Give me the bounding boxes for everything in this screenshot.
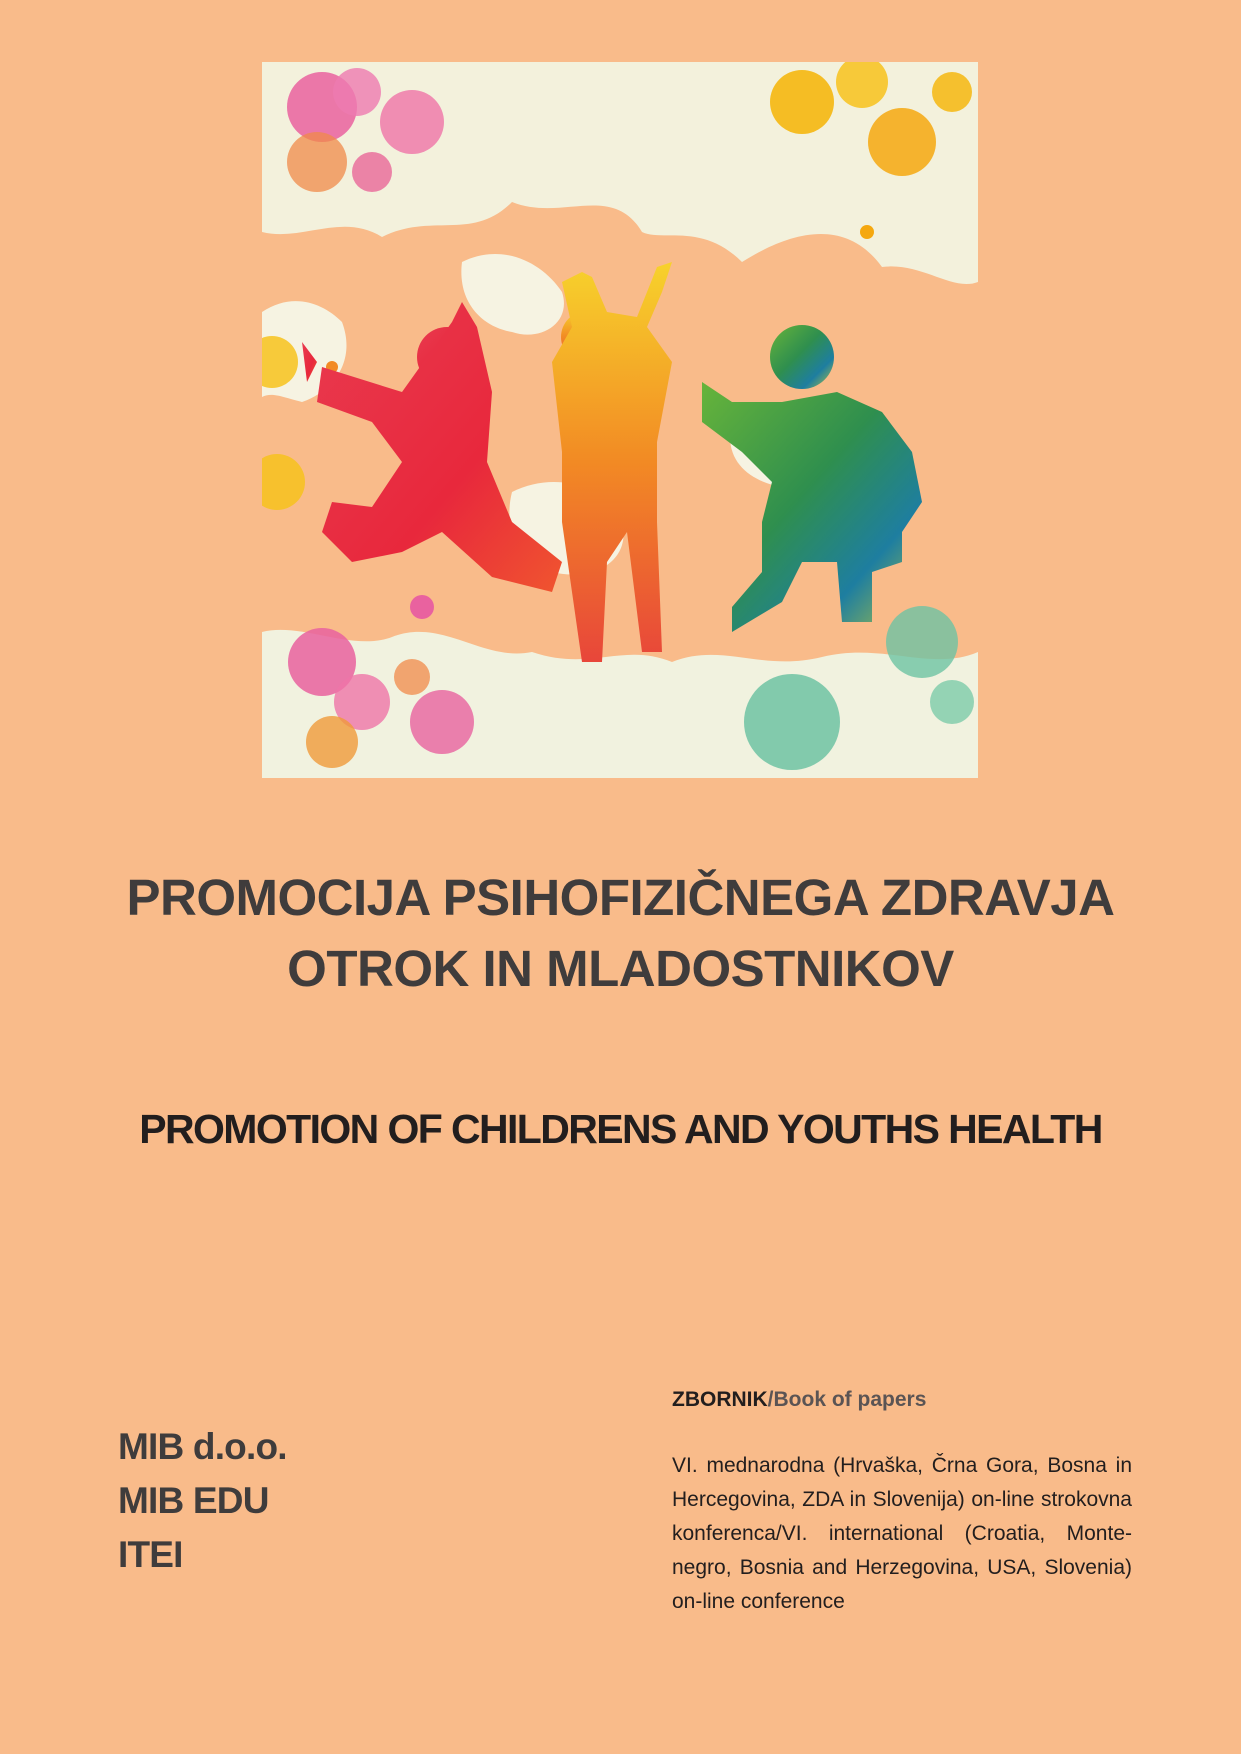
- slovenian-title-line1: PROMOCIJA PSIHOFIZIČNEGA ZDRAVJA: [126, 869, 1115, 926]
- publisher-mib-doo: MIB d.o.o.: [118, 1426, 287, 1467]
- publisher-mib-edu: MIB EDU: [118, 1480, 269, 1521]
- cover-illustration: [262, 62, 978, 778]
- teal-splash-bottom: [744, 674, 840, 770]
- slovenian-title-line2: OTROK IN MLADOSTNIKOV: [287, 940, 954, 997]
- book-label: [672, 1385, 926, 1415]
- conference-description: VI. mednarodna (Hrvaška, Črna Gora, Bosna in Hercegovina, ZDA in Slovenija) on-line strokovna konferenca/VI. international (Croatia, Montenegro, Bosnia and Herzegovina, USA, Slovenia) on-line conference: [672, 1454, 1132, 1613]
- publisher-itei: ITEI: [118, 1534, 183, 1575]
- publisher-list: [118, 1420, 287, 1582]
- slovenian-title: [60, 862, 1181, 1004]
- label-separator: /: [767, 1388, 774, 1411]
- yellow-splash-top: [770, 70, 834, 134]
- english-title: PROMOTION OF CHILDRENS AND YOUTHS HEALTH: [139, 1106, 1102, 1152]
- zbornik-label: ZBORNIK: [672, 1388, 768, 1411]
- book-of-papers-label: Book of papers: [773, 1388, 927, 1411]
